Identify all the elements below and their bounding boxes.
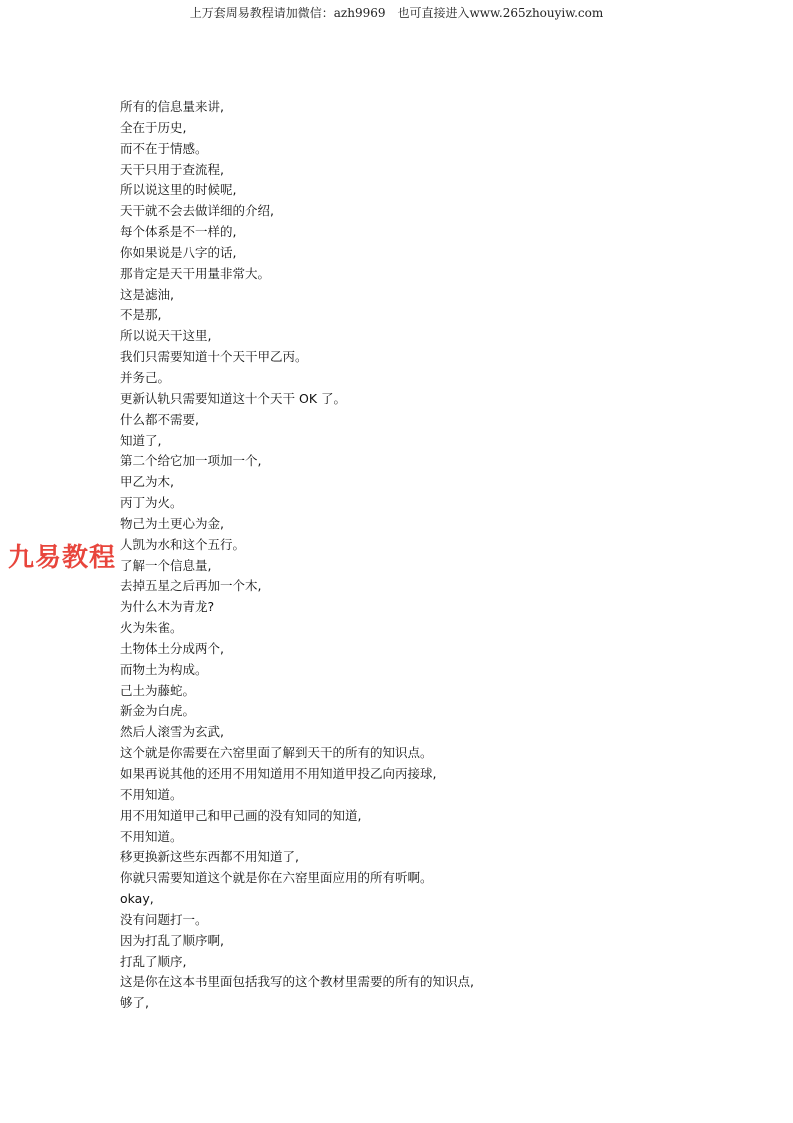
text-line: 土物体土分成两个, [120,640,224,656]
text-line: 每个体系是不一样的, [120,224,237,240]
text-line: 丙丁为火。 [120,495,183,511]
text-line: 了解一个信息量, [120,557,212,573]
text-line: 这是滤油, [120,286,174,302]
text-line: 用不用知道甲己和甲己画的没有知同的知道, [120,807,362,823]
text-line: 移更换新这些东西都不用知道了, [120,849,299,865]
text-line: 然后人滚雪为玄武, [120,724,224,740]
text-line: 己土为藤蛇。 [120,682,196,698]
text-line: 你就只需要知道这个就是你在六窑里面应用的所有听啊。 [120,870,433,886]
text-line: 你如果说是八字的话, [120,244,237,260]
text-line: 天干就不会去做详细的介绍, [120,203,274,219]
text-line: 第二个给它加一项加一个, [120,453,262,469]
text-line: 这个就是你需要在六窑里面了解到天干的所有的知识点。 [120,745,433,761]
text-line: 打乱了顺序, [120,953,187,969]
text-line: 所有的信息量来讲, [120,99,224,114]
text-line: 不用知道。 [120,786,183,802]
text-line: 甲乙为木, [120,474,174,490]
text-line: 这是你在这本书里面包括我写的这个教材里需要的所有的知识点, [120,974,474,990]
text-line: 知道了, [120,432,162,448]
text-line: 更新认轨只需要知道这十个天干 OK 了。 [120,390,346,406]
text-line: 为什么木为青龙? [120,599,215,615]
text-line: okay, [120,891,154,907]
text-line: 没有问题打一。 [120,911,208,927]
watermark-logo: 九易教程 [8,543,117,573]
text-line: 而不在于情感。 [120,140,208,156]
text-line: 全在于历史, [120,119,187,135]
text-line: 够了, [120,995,149,1011]
text-line: 并务己。 [120,369,171,385]
text-line: 因为打乱了顺序啊, [120,932,224,948]
text-line: 不是那, [120,307,162,323]
text-line: 如果再说其他的还用不用知道用不用知道甲投乙向丙接球, [120,766,437,781]
text-line: 人凯为水和这个五行。 [120,536,246,552]
text-line: 所以说天干这里, [120,328,212,344]
text-line: 什么都不需要, [120,411,199,427]
text-line: 而物土为构成。 [120,661,208,677]
page-header: 上万套周易教程请加微信：azh9969 也可直接进入www.265zhouyiw.com [189,6,604,20]
text-line: 新金为白虎。 [120,703,196,719]
text-line: 物己为土更心为金, [120,515,224,531]
text-line: 我们只需要知道十个天干甲乙丙。 [120,349,308,365]
text-line: 不用知道。 [120,828,183,844]
text-line: 火为朱雀。 [120,620,183,636]
body-text [120,97,720,1014]
text-line: 天干只用于查流程, [120,161,224,177]
text-line: 那肯定是天干用量非常大。 [120,265,271,281]
text-line: 所以说这里的时候呢, [120,182,237,198]
text-line: 去掉五星之后再加一个木, [120,578,262,594]
